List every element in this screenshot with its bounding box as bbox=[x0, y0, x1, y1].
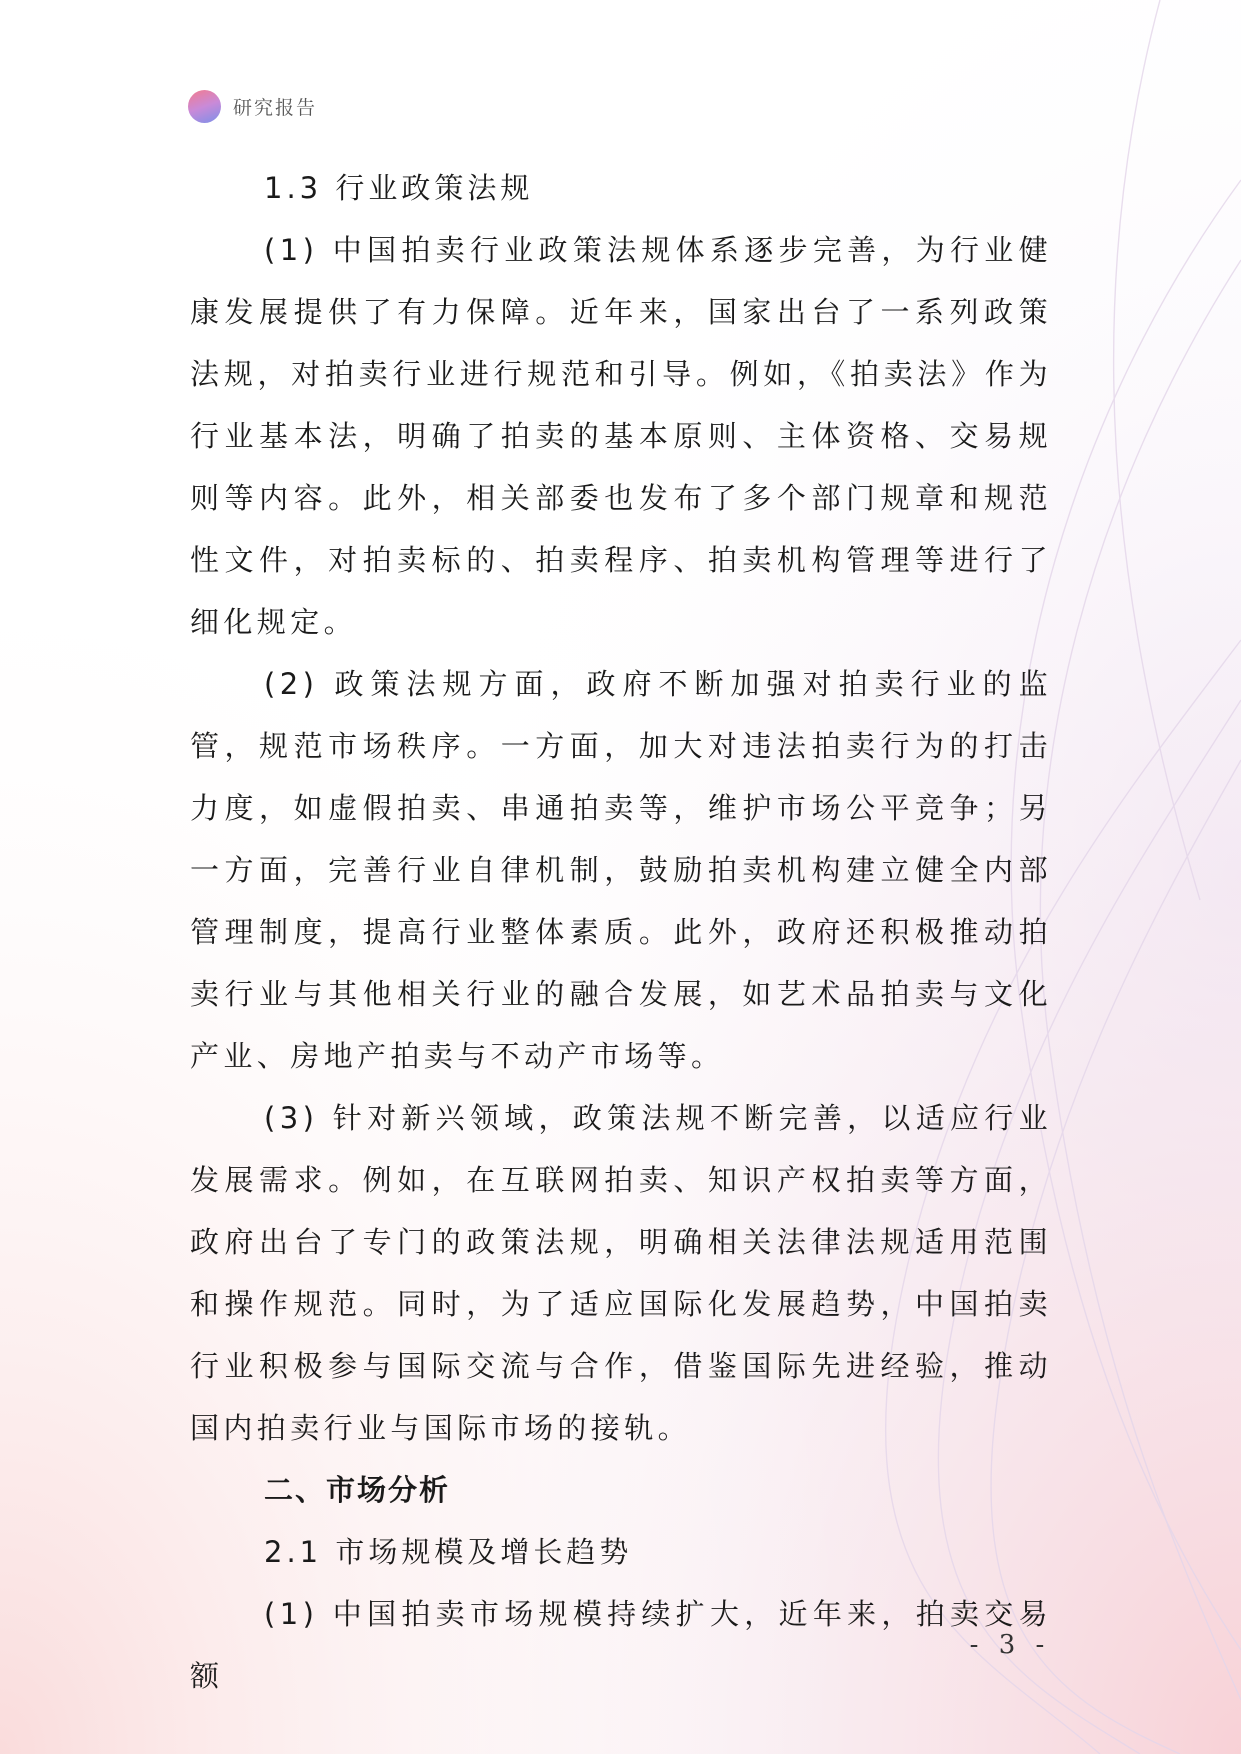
header-label: 研究报告 bbox=[233, 96, 318, 119]
report-header bbox=[188, 89, 317, 123]
brand-logo-icon bbox=[188, 90, 221, 123]
section-heading-2-1: 2.1 市场规模及增长趋势 bbox=[264, 1535, 633, 1569]
paragraph: (2) 政策法规方面，政府不断加强对拍卖行业的监管，规范市场秩序。一方面，加大对违法拍卖行为的打击力度，如虚假拍卖、串通拍卖等，维护市场公平竞争；另一方面，完善行业自律机制，鼓励拍卖机构建立健全内部管理制度，提高行业整体素质。此外，政府还积极推动拍卖行业与其他相关行业的融合发展，如艺术品拍卖与文化产业、房地产拍卖与不动产市场等。 bbox=[190, 667, 1052, 1073]
section-heading-1-3: 1.3 行业政策法规 bbox=[264, 171, 534, 205]
paragraph: (1) 中国拍卖行业政策法规体系逐步完善，为行业健康发展提供了有力保障。近年来，国家出台了一系列政策法规，对拍卖行业进行规范和引导。例如，《拍卖法》作为行业基本法，明确了拍卖的基本原则、主体资格、交易规则等内容。此外，相关部委也发布了多个部门规章和规范性文件，对拍卖标的、拍卖程序、拍卖机构管理等进行了细化规定。 bbox=[190, 233, 1052, 639]
page-number: - 3 - bbox=[969, 1630, 1051, 1660]
paragraph: (1) 中国拍卖市场规模持续扩大，近年来，拍卖交易额 bbox=[190, 1597, 1052, 1693]
document-body bbox=[190, 157, 1052, 1707]
paragraph: (3) 针对新兴领域，政策法规不断完善，以适应行业发展需求。例如，在互联网拍卖、知识产权拍卖等方面，政府出台了专门的政策法规，明确相关法律法规适用范围和操作规范。同时，为了适应国际化发展趋势，中国拍卖行业积极参与国际交流与合作，借鉴国际先进经验，推动国内拍卖行业与国际市场的接轨。 bbox=[190, 1101, 1052, 1445]
chapter-heading-2: 二、市场分析 bbox=[264, 1473, 451, 1507]
